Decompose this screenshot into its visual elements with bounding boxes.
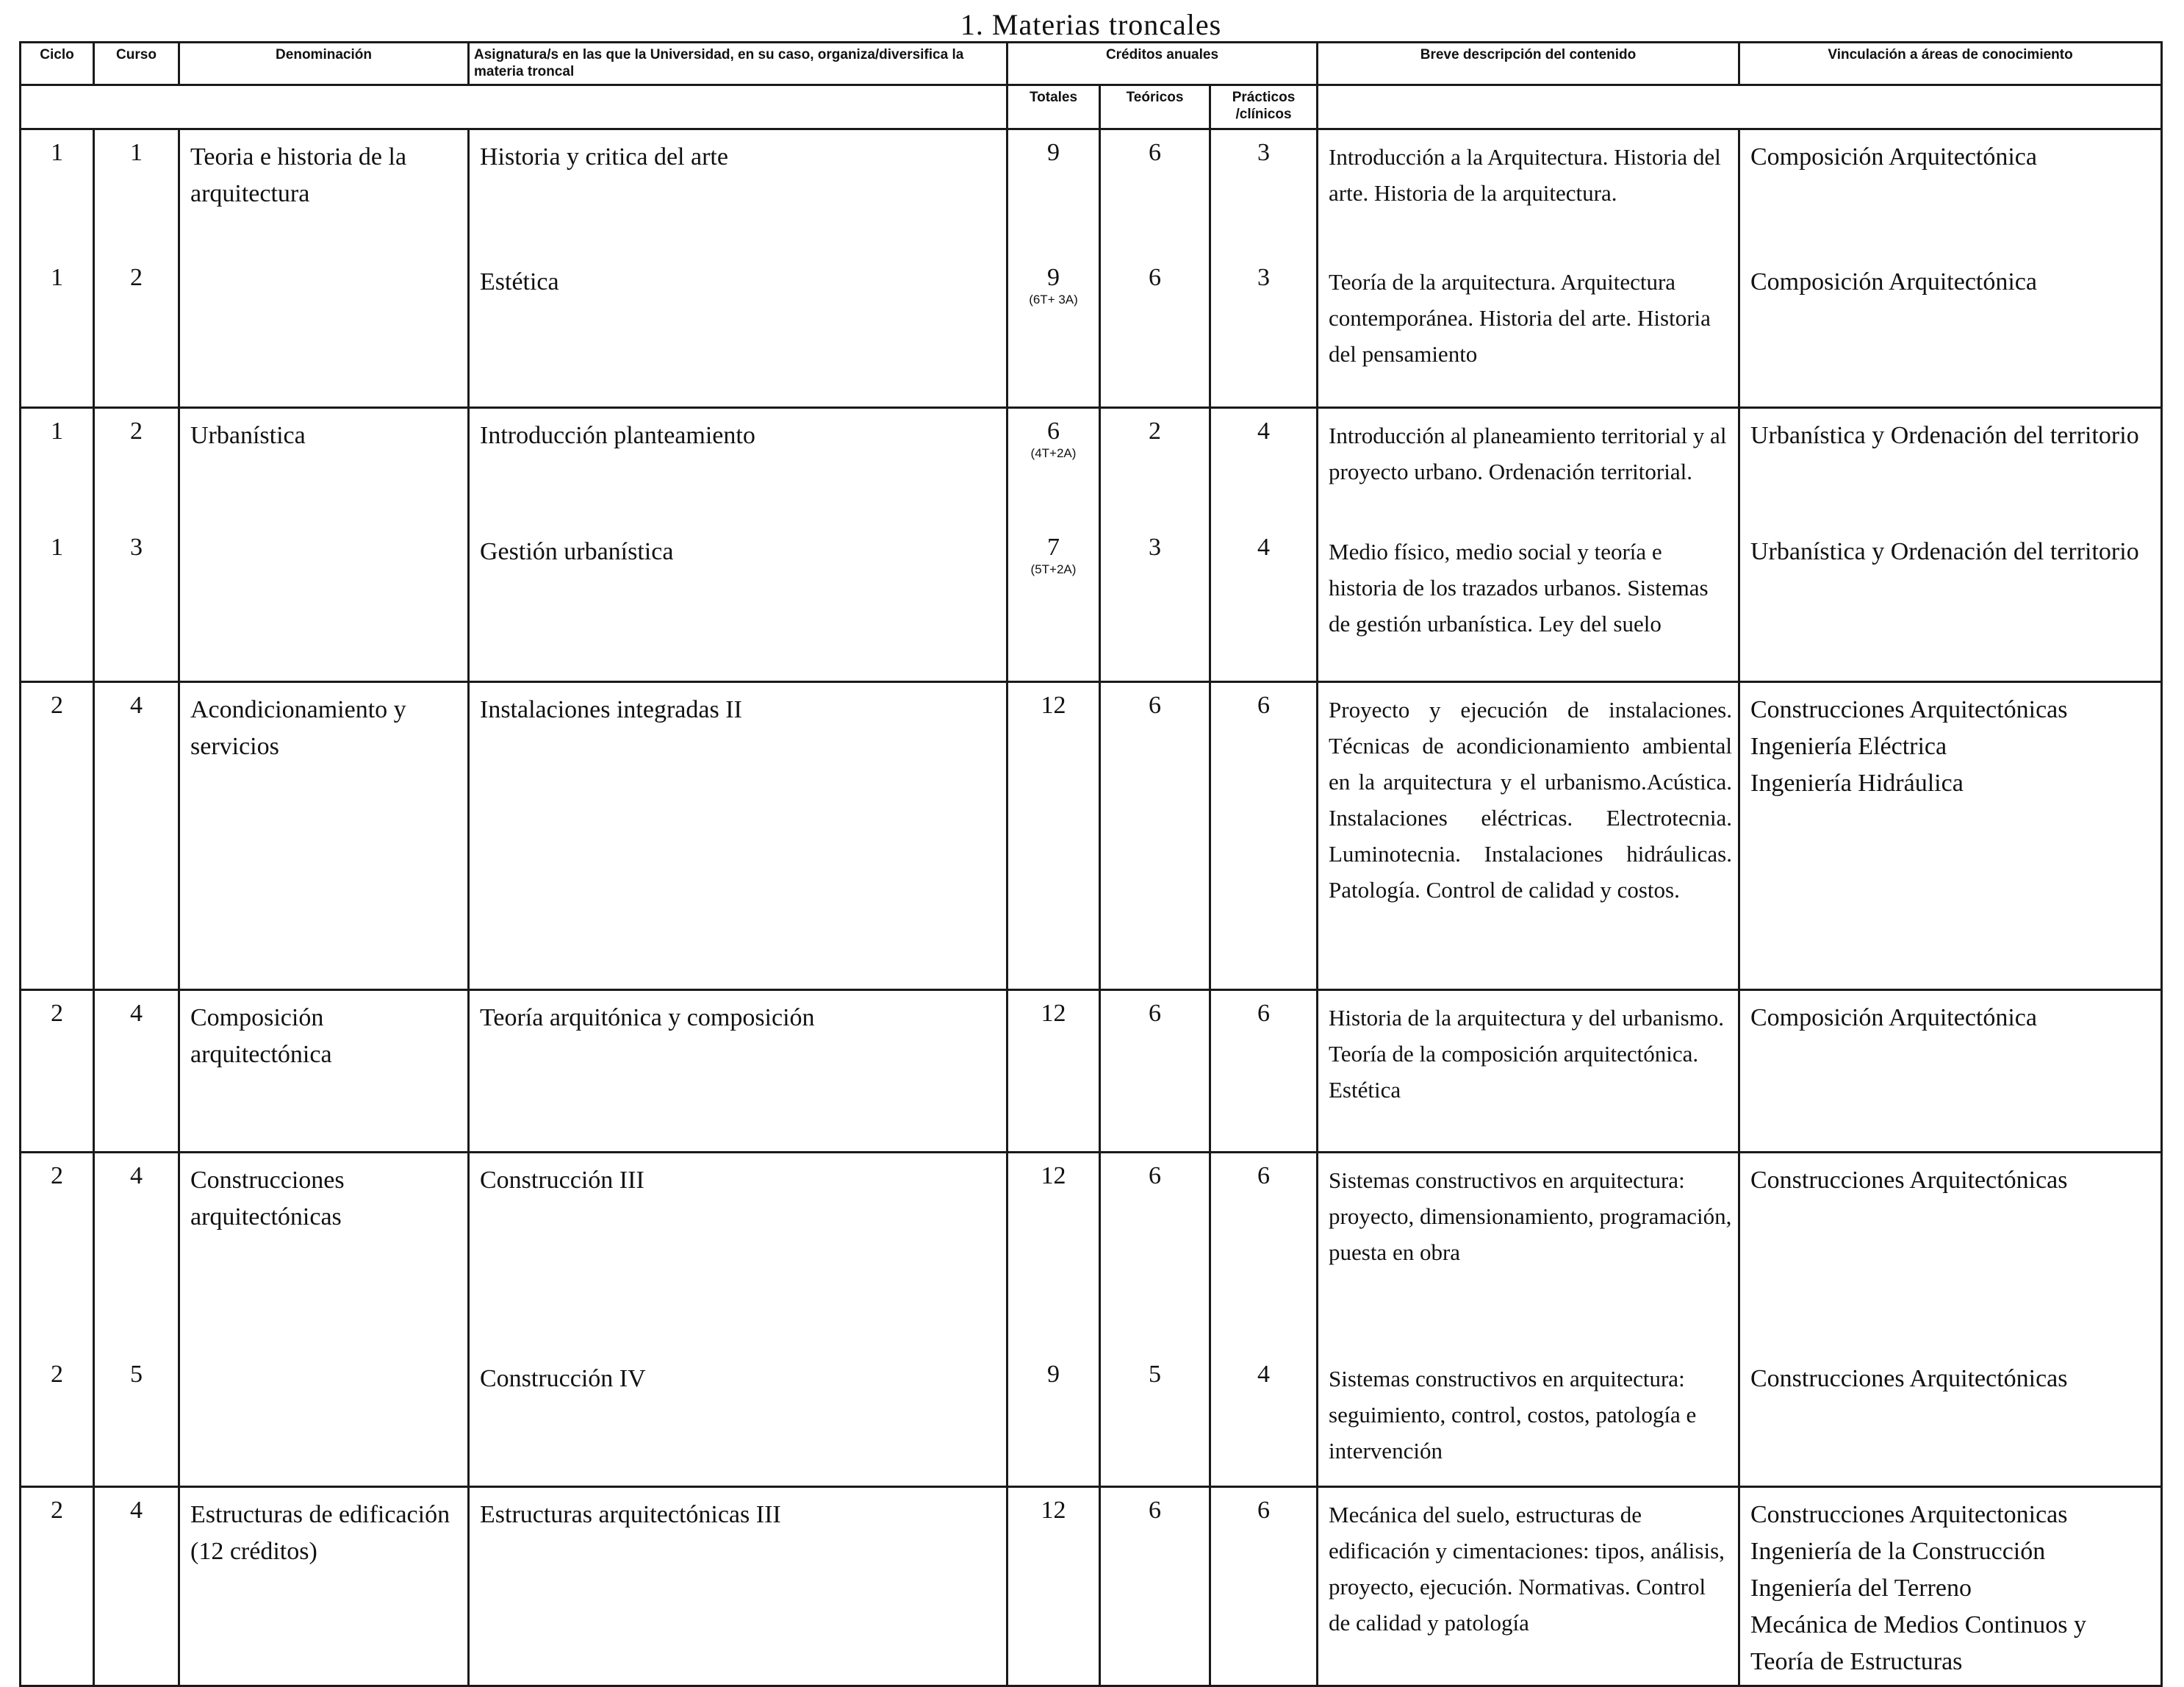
asignatura-entry: [480, 534, 999, 681]
teoricos-entry: [1101, 1162, 1209, 1361]
curso-value: 3: [130, 534, 143, 561]
vinculacion-entry: [1750, 1497, 2153, 1685]
cell-descripcion: [1318, 1153, 1739, 1487]
cell-practicos: [1210, 1487, 1318, 1686]
curso-entry: [95, 692, 178, 989]
totales-entry: [1008, 1162, 1099, 1361]
cell-teoricos: [1100, 129, 1210, 408]
vinculacion-entry: [1750, 1000, 2153, 1151]
cell-denominacion: [179, 990, 469, 1153]
asignatura-entry: [480, 1361, 999, 1486]
asignatura-value: Construcción IV: [480, 1365, 646, 1392]
cell-teoricos: [1100, 990, 1210, 1153]
descripcion-value: Medio físico, medio social y teoría e historia de los trazados urbanos. Sistemas de gestión urbanística. Ley del suelo: [1329, 539, 1709, 637]
teoricos-entry: [1101, 1361, 1209, 1486]
cell-totales: [1007, 682, 1100, 990]
teoricos-entry: [1101, 1000, 1209, 1151]
descripcion-value: Sistemas constructivos en arquitectura: proyecto, dimensionamiento, programación, puesta en obra: [1329, 1167, 1732, 1265]
curso-value: 4: [130, 692, 143, 719]
totales-entry: [1008, 1361, 1099, 1486]
teoricos-value: 6: [1149, 1000, 1161, 1027]
ciclo-value: 1: [51, 264, 63, 291]
vinculacion-value: Composición Arquitectónica: [1750, 143, 2037, 171]
practicos-value: 6: [1257, 1162, 1270, 1189]
cell-practicos: [1210, 682, 1318, 990]
descripcion-value: Proyecto y ejecución de instalaciones. Técnicas de acondicionamiento ambiental en la arquitectura y el urbanismo.Acústica. Instalaciones eléctricas. Electrotecnia. Luminotecnia. Instalaciones hidráulicas. Patología. Control de calidad y costos.: [1329, 697, 1732, 903]
cell-vinculacion: [1739, 408, 2162, 682]
practicos-value: 3: [1257, 139, 1270, 166]
vinculacion-value: Construcciones Arquitectónicas: [1750, 1167, 2068, 1194]
ciclo-entry: [21, 139, 93, 264]
ciclo-entry: [21, 418, 93, 534]
descripcion-entry: [1329, 534, 1732, 681]
cell-asignatura: [469, 1153, 1007, 1487]
table-row: [21, 1153, 2162, 1487]
header-creditos: Créditos anuales: [1007, 43, 1318, 85]
vinculacion-value: Urbanística y Ordenación del territorio: [1750, 538, 2139, 565]
header-descripcion: Breve descripción del contenido: [1318, 43, 1739, 85]
cell-asignatura: [469, 990, 1007, 1153]
descripcion-value: Sistemas constructivos en arquitectura: seguimiento, control, costos, patología e intervención: [1329, 1366, 1697, 1464]
cell-ciclo: [21, 1153, 94, 1487]
ciclo-entry: [21, 264, 93, 406]
curso-entry: [95, 1000, 178, 1151]
vinculacion-value: Construcciones Arquitectonicas Ingeniería de la Construcción Ingeniería del Terreno Mecánica de Medios Continuos y Teoría de Estructuras: [1750, 1501, 2087, 1675]
asignatura-value: Teoría arquitónica y composición: [480, 1004, 815, 1031]
practicos-value: 6: [1257, 1497, 1270, 1524]
teoricos-value: 3: [1149, 534, 1161, 561]
ciclo-value: 1: [51, 534, 63, 561]
totales-entry: [1008, 264, 1099, 406]
curso-value: 1: [130, 139, 143, 166]
totales-entry: [1008, 534, 1099, 681]
practicos-entry: [1211, 1162, 1316, 1361]
cell-totales: [1007, 129, 1100, 408]
teoricos-value: 6: [1149, 692, 1161, 719]
cell-ciclo: [21, 129, 94, 408]
cell-vinculacion: [1739, 990, 2162, 1153]
totales-value: 6: [1047, 418, 1060, 445]
denominacion-text: Composición arquitectónica: [190, 1004, 332, 1068]
curso-value: 2: [130, 264, 143, 291]
table-row: [21, 129, 2162, 408]
totales-breakdown: (5T+2A): [1030, 562, 1077, 576]
cell-asignatura: [469, 1487, 1007, 1686]
totales-value: 9: [1047, 264, 1060, 291]
practicos-value: 4: [1257, 418, 1270, 445]
teoricos-entry: [1101, 139, 1209, 264]
asignatura-entry: [480, 692, 999, 989]
curso-entry: [95, 1497, 178, 1685]
cell-vinculacion: [1739, 1487, 2162, 1686]
practicos-entry: [1211, 1497, 1316, 1685]
cell-descripcion: [1318, 408, 1739, 682]
descripcion-value: Introducción a la Arquitectura. Historia del arte. Historia de la arquitectura.: [1329, 144, 1721, 206]
curso-entry: [95, 264, 178, 406]
header-vinculacion: Vinculación a áreas de conocimiento: [1739, 43, 2162, 85]
cell-denominacion: [179, 1487, 469, 1686]
asignatura-entry: [480, 1000, 999, 1151]
header-spacer-2: [1318, 85, 2162, 129]
cell-curso: [94, 682, 179, 990]
vinculacion-value: Construcciones Arquitectónicas Ingeniería Eléctrica Ingeniería Hidráulica: [1750, 696, 2068, 797]
asignatura-value: Instalaciones integradas II: [480, 696, 742, 723]
cell-denominacion: [179, 129, 469, 408]
vinculacion-entry: [1750, 534, 2153, 681]
descripcion-value: Historia de la arquitectura y del urbanismo. Teoría de la composición arquitectónica. Estética: [1329, 1005, 1725, 1103]
vinculacion-entry: [1750, 264, 2153, 406]
table-row: [21, 990, 2162, 1153]
curso-entry: [95, 1162, 178, 1361]
curso-value: 2: [130, 418, 143, 445]
curso-value: 4: [130, 1000, 143, 1027]
practicos-value: 6: [1257, 692, 1270, 719]
practicos-value: 3: [1257, 264, 1270, 291]
cell-curso: [94, 1153, 179, 1487]
denominacion-text: Urbanística: [190, 422, 306, 449]
vinculacion-entry: [1750, 692, 2153, 989]
document-sheet: [19, 9, 2160, 1687]
descripcion-entry: [1329, 139, 1732, 264]
teoricos-entry: [1101, 1497, 1209, 1685]
teoricos-entry: [1101, 264, 1209, 406]
curso-entry: [95, 418, 178, 534]
cell-curso: [94, 990, 179, 1153]
teoricos-entry: [1101, 534, 1209, 681]
descripcion-value: Teoría de la arquitectura. Arquitectura contemporánea. Historia del arte. Historia del pensamiento: [1329, 269, 1711, 367]
ciclo-value: 2: [51, 1497, 63, 1524]
teoricos-value: 6: [1149, 1497, 1161, 1524]
vinculacion-entry: [1750, 1162, 2153, 1361]
cell-descripcion: [1318, 129, 1739, 408]
cell-teoricos: [1100, 1487, 1210, 1686]
asignatura-value: Gestión urbanística: [480, 538, 674, 565]
asignatura-entry: [480, 264, 999, 406]
cell-teoricos: [1100, 1153, 1210, 1487]
ciclo-entry: [21, 1162, 93, 1361]
header-curso: Curso: [94, 43, 179, 85]
descripcion-entry: [1329, 418, 1732, 534]
ciclo-value: 2: [51, 1000, 63, 1027]
descripcion-entry: [1329, 1162, 1732, 1361]
header-teoricos: Teóricos: [1100, 85, 1210, 129]
asignatura-entry: [480, 139, 999, 264]
materias-table: [19, 9, 2163, 1687]
vinculacion-entry: [1750, 139, 2153, 264]
cell-vinculacion: [1739, 129, 2162, 408]
teoricos-entry: [1101, 418, 1209, 534]
header-ciclo: Ciclo: [21, 43, 94, 85]
totales-entry: [1008, 139, 1099, 264]
header-spacer: [21, 85, 1007, 129]
table-row: [21, 682, 2162, 990]
cell-ciclo: [21, 1487, 94, 1686]
descripcion-entry: [1329, 692, 1732, 989]
denominacion-text: Acondicionamiento y servicios: [190, 696, 406, 760]
asignatura-entry: [480, 1162, 999, 1361]
cell-descripcion: [1318, 1487, 1739, 1686]
practicos-entry: [1211, 692, 1316, 989]
curso-value: 4: [130, 1497, 143, 1524]
ciclo-entry: [21, 1000, 93, 1151]
cell-denominacion: [179, 682, 469, 990]
cell-teoricos: [1100, 408, 1210, 682]
vinculacion-value: Construcciones Arquitectónicas: [1750, 1365, 2068, 1392]
asignatura-value: Introducción planteamiento: [480, 422, 755, 449]
cell-practicos: [1210, 129, 1318, 408]
ciclo-entry: [21, 692, 93, 989]
cell-descripcion: [1318, 682, 1739, 990]
cell-asignatura: [469, 129, 1007, 408]
practicos-value: 4: [1257, 534, 1270, 561]
denominacion-text: Construcciones arquitectónicas: [190, 1167, 345, 1231]
ciclo-value: 2: [51, 1361, 63, 1388]
table-title: 1. Materias troncales: [21, 9, 2162, 43]
cell-practicos: [1210, 408, 1318, 682]
curso-entry: [95, 1361, 178, 1486]
totales-entry: [1008, 1497, 1099, 1685]
teoricos-value: 2: [1149, 418, 1161, 445]
totales-entry: [1008, 1000, 1099, 1151]
vinculacion-entry: [1750, 1361, 2153, 1486]
ciclo-entry: [21, 534, 93, 681]
descripcion-value: Mecánica del suelo, estructuras de edificación y cimentaciones: tipos, análisis, proyecto, ejecución. Normativas. Control de calidad y patología: [1329, 1502, 1725, 1636]
cell-curso: [94, 1487, 179, 1686]
practicos-entry: [1211, 264, 1316, 406]
teoricos-entry: [1101, 692, 1209, 989]
totales-value: 7: [1047, 534, 1060, 561]
asignatura-value: Estética: [480, 268, 559, 296]
descripcion-entry: [1329, 264, 1732, 406]
practicos-entry: [1211, 534, 1316, 681]
cell-asignatura: [469, 408, 1007, 682]
cell-teoricos: [1100, 682, 1210, 990]
cell-asignatura: [469, 682, 1007, 990]
cell-ciclo: [21, 682, 94, 990]
asignatura-value: Historia y critica del arte: [480, 143, 728, 171]
practicos-value: 6: [1257, 1000, 1270, 1027]
cell-vinculacion: [1739, 682, 2162, 990]
cell-ciclo: [21, 408, 94, 682]
teoricos-value: 5: [1149, 1361, 1161, 1388]
totales-entry: [1008, 692, 1099, 989]
totales-value: 12: [1041, 1497, 1066, 1524]
totales-value: 9: [1047, 139, 1060, 166]
header-practicos: Prácticos /clínicos: [1210, 85, 1318, 129]
descripcion-entry: [1329, 1000, 1732, 1151]
vinculacion-value: Composición Arquitectónica: [1750, 268, 2037, 296]
ciclo-entry: [21, 1497, 93, 1685]
table-row: [21, 408, 2162, 682]
practicos-entry: [1211, 1361, 1316, 1486]
header-totales: Totales: [1007, 85, 1100, 129]
practicos-entry: [1211, 139, 1316, 264]
teoricos-value: 6: [1149, 139, 1161, 166]
ciclo-value: 1: [51, 418, 63, 445]
cell-totales: [1007, 1487, 1100, 1686]
ciclo-value: 1: [51, 139, 63, 166]
table-row: [21, 1487, 2162, 1686]
totales-breakdown: (4T+2A): [1030, 446, 1077, 460]
header-asignaturas: Asignatura/s en las que la Universidad, en su caso, organiza/diversifica la materia troncal: [469, 43, 1007, 85]
totales-breakdown: (6T+ 3A): [1029, 293, 1078, 307]
table-body: [21, 129, 2162, 1686]
cell-practicos: [1210, 1153, 1318, 1487]
cell-descripcion: [1318, 990, 1739, 1153]
descripcion-value: Introducción al planeamiento territorial y al proyecto urbano. Ordenación territorial.: [1329, 423, 1727, 484]
teoricos-value: 6: [1149, 1162, 1161, 1189]
totales-value: 12: [1041, 1000, 1066, 1027]
vinculacion-value: Urbanística y Ordenación del territorio: [1750, 422, 2139, 449]
asignatura-value: Estructuras arquitectónicas III: [480, 1501, 781, 1528]
descripcion-entry: [1329, 1361, 1732, 1486]
cell-ciclo: [21, 990, 94, 1153]
cell-totales: [1007, 990, 1100, 1153]
denominacion-text: Teoria e historia de la arquitectura: [190, 143, 407, 207]
asignatura-value: Construcción III: [480, 1167, 644, 1194]
totales-value: 9: [1047, 1361, 1060, 1388]
totales-entry: [1008, 418, 1099, 534]
totales-value: 12: [1041, 692, 1066, 719]
asignatura-entry: [480, 418, 999, 534]
practicos-entry: [1211, 1000, 1316, 1151]
totales-value: 12: [1041, 1162, 1066, 1189]
cell-denominacion: [179, 408, 469, 682]
cell-curso: [94, 408, 179, 682]
cell-totales: [1007, 1153, 1100, 1487]
cell-denominacion: [179, 1153, 469, 1487]
denominacion-text: Estructuras de edificación (12 créditos): [190, 1501, 450, 1565]
practicos-entry: [1211, 418, 1316, 534]
cell-practicos: [1210, 990, 1318, 1153]
header-denominacion: Denominación: [179, 43, 469, 85]
curso-entry: [95, 534, 178, 681]
cell-totales: [1007, 408, 1100, 682]
ciclo-value: 2: [51, 1162, 63, 1189]
vinculacion-entry: [1750, 418, 2153, 534]
ciclo-entry: [21, 1361, 93, 1486]
descripcion-entry: [1329, 1497, 1732, 1685]
cell-vinculacion: [1739, 1153, 2162, 1487]
cell-curso: [94, 129, 179, 408]
vinculacion-value: Composición Arquitectónica: [1750, 1004, 2037, 1031]
practicos-value: 4: [1257, 1361, 1270, 1388]
curso-value: 4: [130, 1162, 143, 1189]
teoricos-value: 6: [1149, 264, 1161, 291]
curso-entry: [95, 139, 178, 264]
curso-value: 5: [130, 1361, 143, 1388]
asignatura-entry: [480, 1497, 999, 1685]
ciclo-value: 2: [51, 692, 63, 719]
